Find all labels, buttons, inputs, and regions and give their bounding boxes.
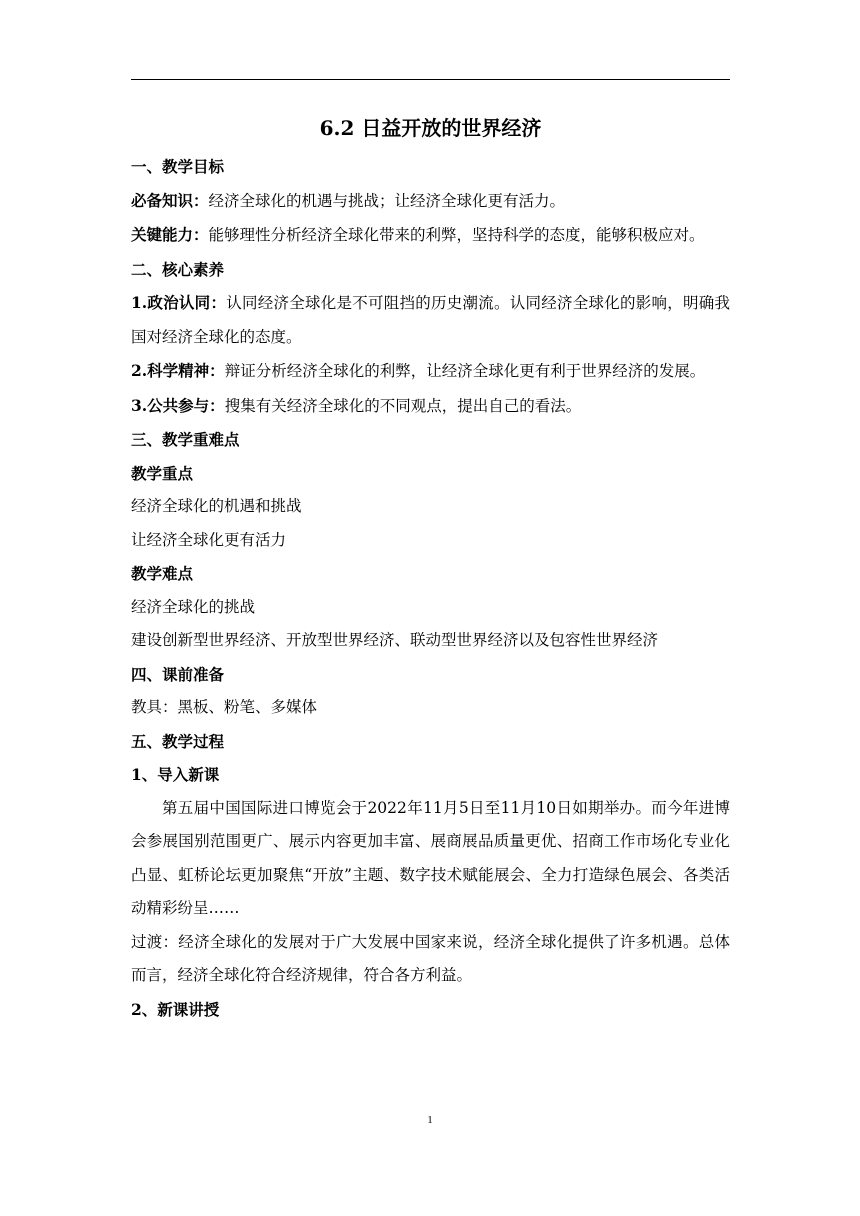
literacy-heading: 二、核心素养 — [131, 259, 225, 279]
literacy-2-paragraph — [131, 354, 730, 389]
focus-item: 让经济全球化更有活力 — [131, 530, 287, 549]
difficulty-label: 教学难点 — [131, 564, 194, 583]
key-points-heading: 三、教学重难点 — [131, 430, 240, 449]
literacy-1-text: 认同经济全球化是不可阻挡的历史潮流。认同经济全球化的影响，明确我国对经济全球化的态度。 — [131, 294, 730, 346]
objectives-heading: 一、教学目标 — [131, 157, 225, 176]
document-title: 6.2 日益开放的世界经济 — [319, 116, 542, 140]
knowledge-text: 经济全球化的机遇与挑战；让经济全球化更有活力。 — [208, 191, 566, 210]
literacy-1-paragraph — [131, 286, 730, 354]
focus-item: 经济全球化的机遇和挑战 — [131, 497, 302, 515]
header-rule — [131, 79, 730, 80]
literacy-3-text: 搜集有关经济全球化的不同观点，提出自己的看法。 — [224, 396, 582, 415]
literacy-1-label: 1.政治认同： — [131, 293, 227, 312]
page-number: 1 — [427, 1114, 433, 1126]
literacy-3-label: 3.公共参与： — [131, 395, 225, 415]
ability-label: 关键能力： — [131, 225, 209, 244]
literacy-2-label: 2.科学精神： — [131, 361, 225, 380]
ability-paragraph — [131, 218, 730, 253]
intro-paragraph: 第五届中国国际进口博览会于2022年11月5日至11月10日如期举办。而今年进博会参展国别范围更广、展示内容更加丰富、展商展品质量更优、招商工作市场化专业化凸显、虹桥论坛更加聚焦“开放”主题、数字技术赋能展会、全力打造绿色展会、各类活动精彩纷呈…… — [131, 798, 730, 917]
transition-paragraph: 过渡：经济全球化的发展对于广大发展中国家来说，经济全球化提供了许多机遇。总体而言，经济全球化符合经济规律，符合各方利益。 — [131, 932, 730, 984]
ability-text: 能够理性分析经济全球化带来的利弊，坚持科学的态度，能够积极应对。 — [208, 226, 705, 244]
document-body — [131, 110, 730, 1026]
difficulty-item: 建设创新型世界经济、开放型世界经济、联动型世界经济以及包容性世界经济 — [131, 631, 659, 649]
preparation-heading: 四、课前准备 — [131, 664, 225, 684]
knowledge-label: 必备知识： — [131, 190, 209, 210]
knowledge-line — [131, 184, 730, 219]
difficulty-item: 经济全球化的挑战 — [131, 597, 256, 616]
focus-label: 教学重点 — [131, 463, 194, 483]
literacy-2-text: 辩证分析经济全球化的利弊，让经济全球化更有利于世界经济的发展。 — [224, 362, 706, 380]
literacy-3-line — [131, 389, 730, 424]
intro-heading: 1、导入新课 — [131, 765, 220, 784]
new-lesson-heading: 2、新课讲授 — [131, 999, 220, 1019]
process-heading: 五、教学过程 — [131, 731, 225, 751]
preparation-text: 教具：黑板、粉笔、多媒体 — [131, 698, 318, 716]
